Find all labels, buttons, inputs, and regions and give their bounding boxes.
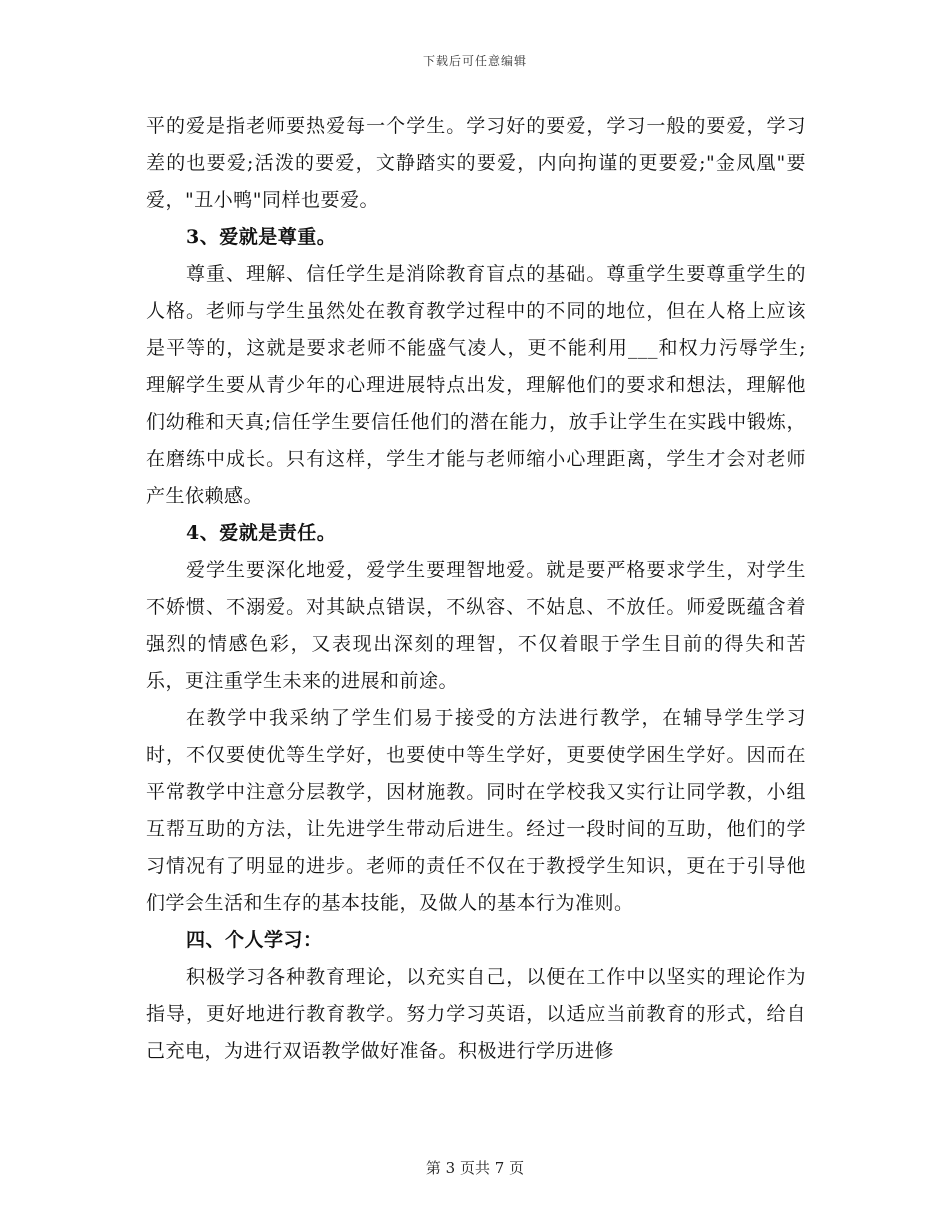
paragraph-responsibility: 爱学生要深化地爱，爱学生要理智地爱。就是要严格要求学生，对学生不娇惯、不溺爱。对其缺点错误，不纵容、不姑息、不放任。师爱既蕴含着强烈的情感色彩，又表现出深刻的理智，不仅着眼于学生目前的得失和苦乐，更注重学生未来的进展和前途。 [146,559,806,692]
page-footer: 第 3 页共 7 页 [425,1159,525,1177]
paragraph-teaching-methods: 在教学中我采纳了学生们易于接受的方法进行教学，在辅导学生学习时，不仅要使优等生学好，也要使中等生学好，更要使学困生学好。因而在平常教学中注意分层教学，因材施教。同时在学校我又实行让同学教，小组互帮互助的方法，让先进学生带动后进生。经过一段时间的互助，他们的学习情况有了明显的进步。老师的责任不仅在于教授学生知识，更在于引导他们学会生活和生存的基本技能，及做人的基本行为准则。 [146,707,806,914]
paragraph-respect: 尊重、理解、信任学生是消除教育盲点的基础。尊重学生要尊重学生的人格。老师与学生虽然处在教育教学过程中的不同的地位，但在人格上应该是平等的，这就是要求老师不能盛气凌人，更不能利用___和权力污辱学生;理解学生要从青少年的心理进展特点出发，理解他们的要求和想法，理解他们幼稚和天真;信任学生要信任他们的潜在能力，放手让学生在实践中锻炼，在磨练中成长。只有这样，学生才能与老师缩小心理距离，学生才会对老师产生依赖感。 [146,263,806,507]
page-header: 下载后可任意编辑 [422,54,527,68]
paragraph-personal-study: 积极学习各种教育理论，以充实自己，以便在工作中以坚实的理论作为指导，更好地进行教育教学。努力学习英语，以适应当前教育的形式，给自己充电，为进行双语教学做好准备。积极进行学历进修 [146,966,806,1062]
section-heading-respect: 3、爱就是尊重。 [186,226,337,248]
section-heading-responsibility: 4、爱就是责任。 [186,522,337,544]
document-body [146,108,806,1070]
paragraph-continuation: 平的爱是指老师要热爱每一个学生。学习好的要爱，学习一般的要爱，学习差的也要爱;活泼的要爱，文静踏实的要爱，内向拘谨的更要爱;"金凤凰"要爱，"丑小鸭"同样也要爱。 [146,115,806,211]
section-heading-personal-study: 四、个人学习： [186,929,323,951]
